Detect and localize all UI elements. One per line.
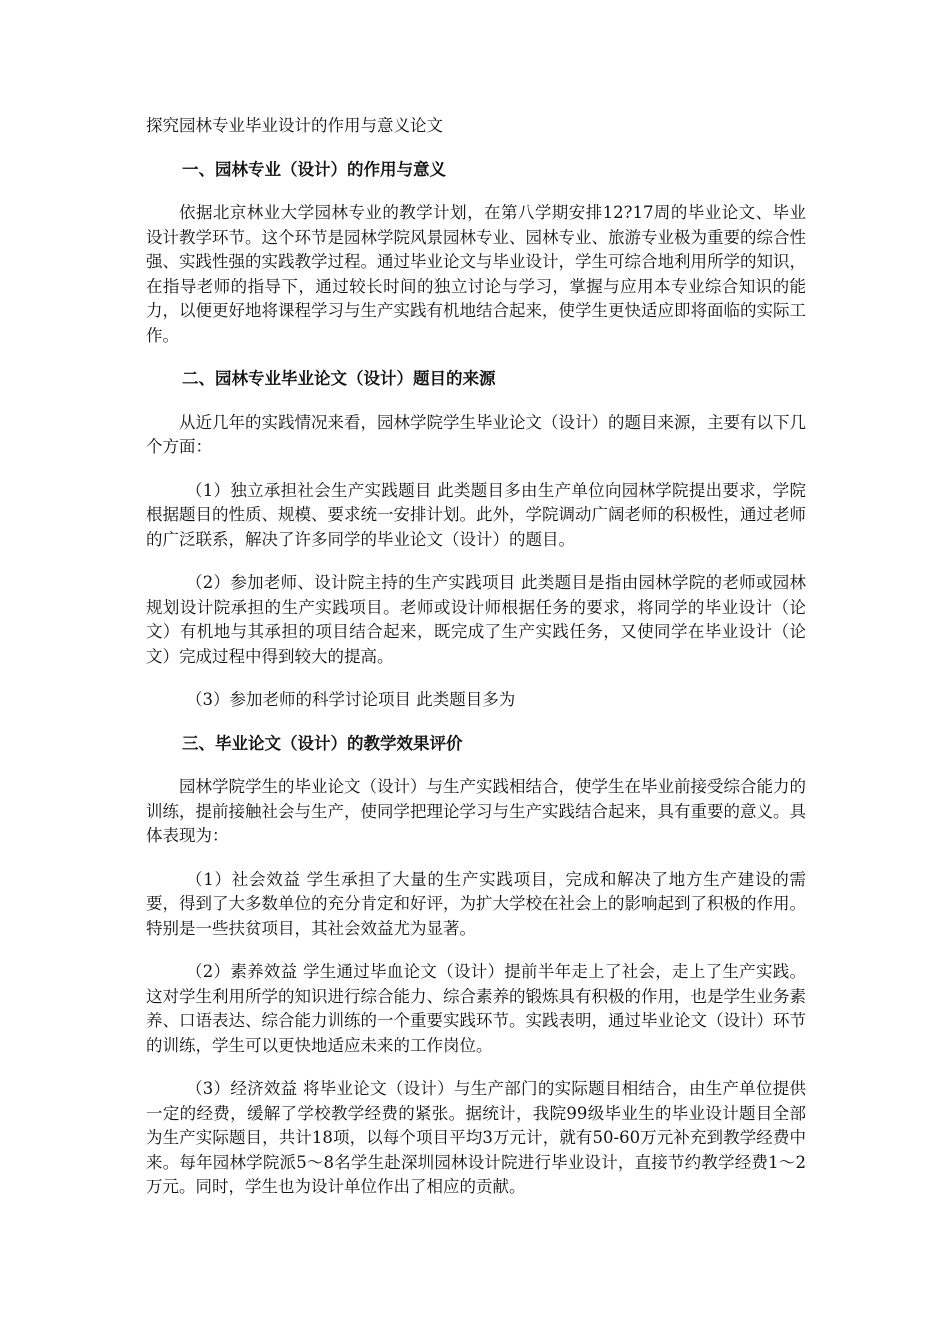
section-2-item-3: （3）参加老师的科学讨论项目 此类题目多为 xyxy=(186,690,516,709)
section-heading-2: 二、园林专业毕业论文（设计）题目的来源 xyxy=(182,369,496,388)
section-3-item-1: （1）社会效益 学生承担了大量的生产实践项目，完成和解决了地方生产建设的需要，得到了大多数单位的充分肯定和好评，为扩大学校在社会上的影响起到了积极的作用。特别是一些扶贫项目，其社会效益尤为显著。 xyxy=(146,869,806,938)
section-2-intro: 从近几年的实践情况来看，园林学院学生毕业论文（设计）的题目来源，主要有以下几个方面： xyxy=(146,412,806,456)
section-1-paragraph: 依据北京林业大学园林专业的教学计划，在第八学期安排12?17周的毕业论文、毕业设计教学环节。这个环节是园林学院风景园林专业、园林专业、旅游专业极为重要的综合性强、实践性强的实践教学过程。通过毕业论文与毕业设计，学生可综合地利用所学的知识，在指导老师的指导下，通过较长时间的独立讨论与学习，掌握与应用本专业综合知识的能力，以便更好地将课程学习与生产实践有机地结合起来，使学生更快适应即将面临的实际工作。 xyxy=(146,203,806,345)
document-page xyxy=(146,114,806,1219)
section-3-item-3: （3）经济效益 将毕业论文（设计）与生产部门的实际题目相结合，由生产单位提供一定的经费，缓解了学校教学经费的紧张。据统计，我院99级毕业生的毕业设计题目全部为生产实际题目，共计18项，以每个项目平均3万元计，就有50-60万元补充到教学经费中来。每年园林学院派5～8名学生赴深圳园林设计院进行毕业设计，直接节约教学经费1～2万元。同时，学生也为设计单位作出了相应的贡献。 xyxy=(146,1079,806,1196)
section-2-item-1: （1）独立承担社会生产实践题目 此类题目多由生产单位向园林学院提出要求，学院根据题目的性质、规模、要求统一安排计划。此外，学院调动广阔老师的积极性，通过老师的广泛联系，解决了许多同学的毕业论文（设计）的题目。 xyxy=(146,480,806,549)
section-2-item-2: （2）参加老师、设计院主持的生产实践项目 此类题目是指由园林学院的老师或园林规划设计院承担的生产实践项目。老师或设计师根据任务的要求，将同学的毕业设计（论文）有机地与其承担的项目结合起来，既完成了生产实践任务，又使同学在毕业设计（论文）完成过程中得到较大的提高。 xyxy=(146,573,806,666)
section-3-item-2: （2）素养效益 学生通过毕血论文（设计）提前半年走上了社会，走上了生产实践。这对学生利用所学的知识进行综合能力、综合素养的锻炼具有积极的作用，也是学生业务素养、口语表达、综合能力训练的一个重要实践环节。实践表明，通过毕业论文（设计）环节的训练，学生可以更快地适应未来的工作岗位。 xyxy=(146,962,806,1055)
section-heading-3: 三、毕业论文（设计）的教学效果评价 xyxy=(182,733,463,753)
document-title: 探究园林专业毕业设计的作用与意义论文 xyxy=(146,116,443,135)
section-heading-1: 一、园林专业（设计）的作用与意义 xyxy=(182,159,446,179)
section-3-intro: 园林学院学生的毕业论文（设计）与生产实践相结合，使学生在毕业前接受综合能力的训练，提前接触社会与生产，使同学把理论学习与生产实践结合起来，具有重要的意义。具体表现为： xyxy=(146,777,806,845)
